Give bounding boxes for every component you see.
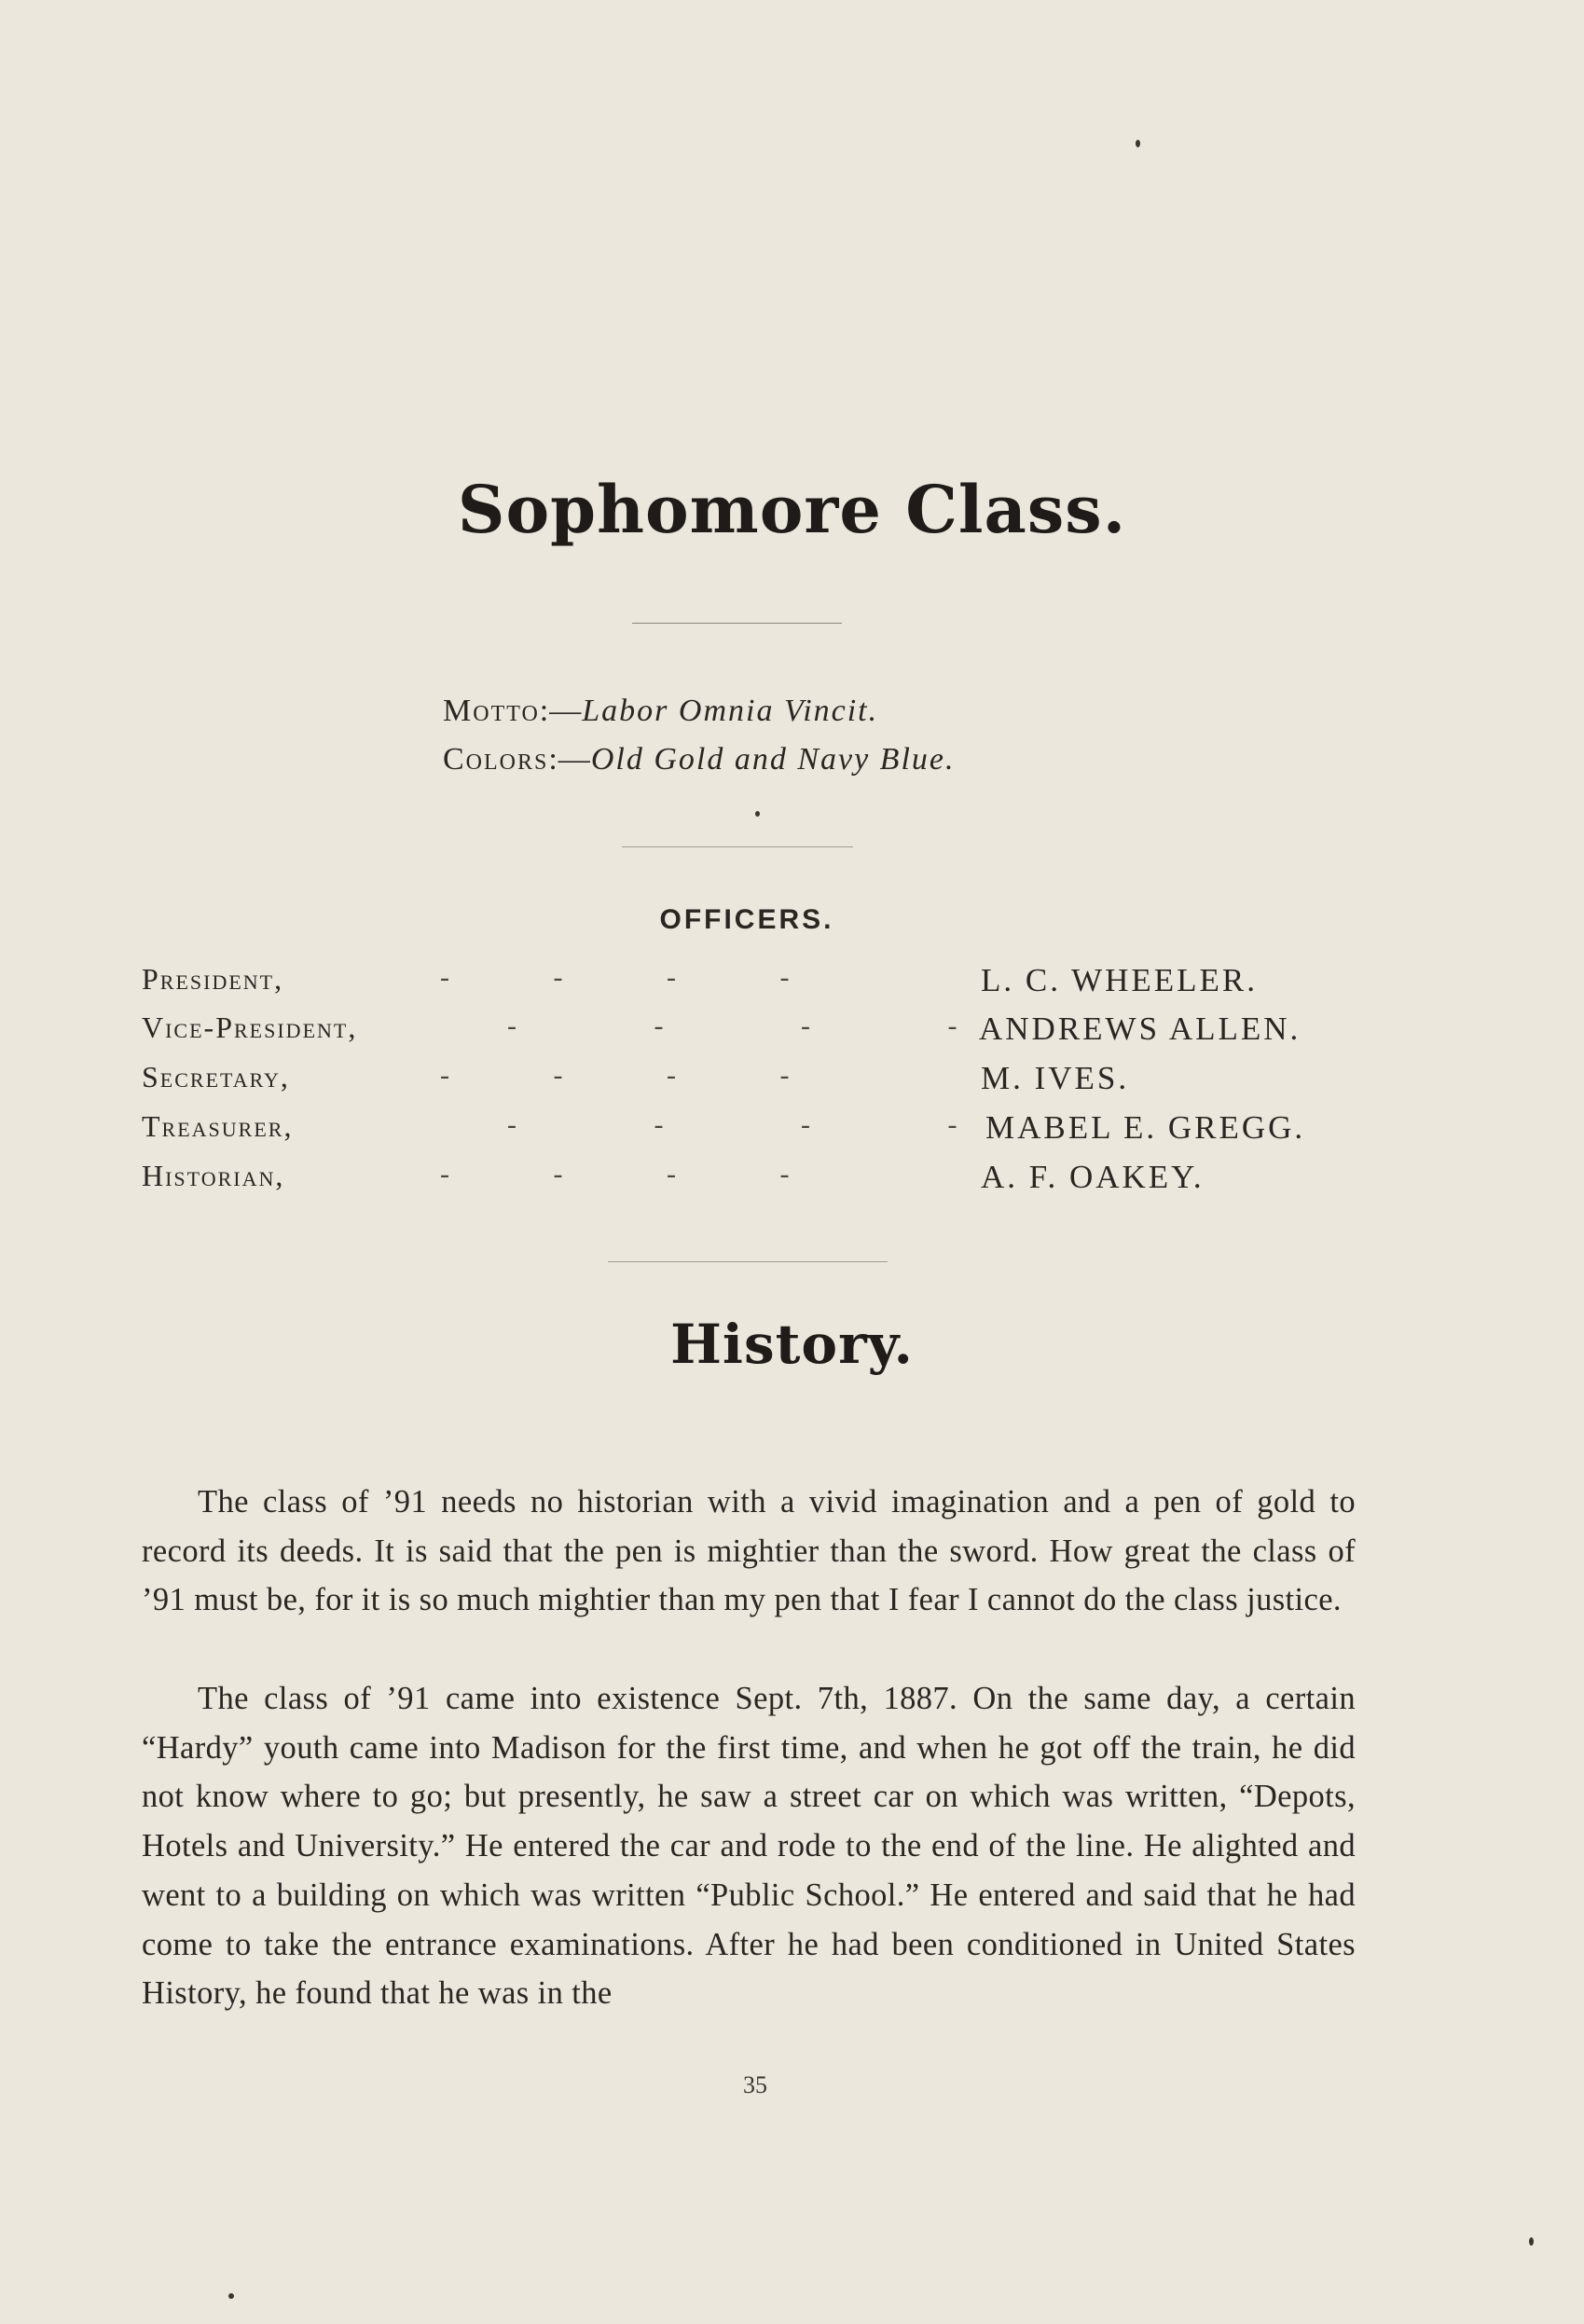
motto-value: Labor Omnia Vincit. <box>582 694 879 728</box>
history-heading: History. <box>670 1313 914 1376</box>
officer-title: Vice-President, <box>142 1011 358 1044</box>
officer-leader-dashes: - - - - <box>507 1011 1023 1041</box>
officer-title: Historian, <box>142 1159 285 1192</box>
ink-speck <box>228 2293 234 2299</box>
history-paragraph: The class of ’91 came into existence Sept. 7th, 1887. On the same day, a certain “Hardy” youth came into Madison for the first time, and when he got off the train, he did not know where to go; but presently, he saw a street car on which was written, “Depots, Hotels and University.” He entered the car and rode to the end of the line. He alighted and went to a building on which was written “Public School.” He entered and said that he had come to take the entrance examinations. After he had been conditioned in United States History, he found that he was in the <box>142 1681 1356 2012</box>
officer-leader-dashes: - - - - <box>440 1060 838 1091</box>
motto-separator: :— <box>539 694 583 728</box>
officer-name: MABEL E. GREGG. <box>985 1109 1306 1146</box>
colors-label: Colors <box>443 742 549 777</box>
officer-leader-dashes: - - - - <box>440 1159 838 1190</box>
motto-divider <box>622 846 853 847</box>
officer-name: L. C. WHEELER. <box>981 962 1259 998</box>
officer-title: Secretary, <box>142 1060 290 1093</box>
officer-name: M. IVES. <box>981 1060 1130 1096</box>
officer-row-vice-president <box>142 1011 1363 1059</box>
officer-row-treasurer <box>142 1109 1363 1158</box>
page-title: Sophomore Class. <box>457 471 1127 548</box>
officers-heading: OFFICERS. <box>659 904 834 935</box>
officer-row-historian <box>142 1159 1363 1207</box>
history-paragraph: The class of ’91 needs no historian with a vivid imagination and a pen of gold to record its deeds. It is said that the pen is mightier than the sword. How great the class of ’91 must be, for it is so much mightier than my pen that I fear I cannot do the class justice. <box>142 1484 1356 1618</box>
title-divider <box>632 623 842 624</box>
colors-value: Old Gold and Navy Blue. <box>590 742 956 777</box>
motto-line <box>443 694 878 729</box>
officer-title: Treasurer, <box>142 1109 294 1143</box>
colors-separator: :— <box>548 742 591 777</box>
officer-row-secretary <box>142 1060 1363 1108</box>
officer-leader-dashes: - - - - <box>440 962 838 993</box>
motto-label: Motto <box>443 694 540 728</box>
officer-title: President, <box>142 962 284 996</box>
officer-row-president <box>142 962 1363 1011</box>
colors-line <box>443 742 955 777</box>
officers-divider <box>608 1261 888 1262</box>
page-number: 35 <box>743 2071 767 2098</box>
officer-leader-dashes: - - - - <box>507 1109 1023 1140</box>
officer-name: A. F. OAKEY. <box>981 1159 1205 1195</box>
ink-speck <box>1529 2237 1534 2246</box>
officer-name: ANDREWS ALLEN. <box>979 1011 1302 1047</box>
ink-speck <box>1136 140 1140 147</box>
ink-speck <box>755 811 760 817</box>
